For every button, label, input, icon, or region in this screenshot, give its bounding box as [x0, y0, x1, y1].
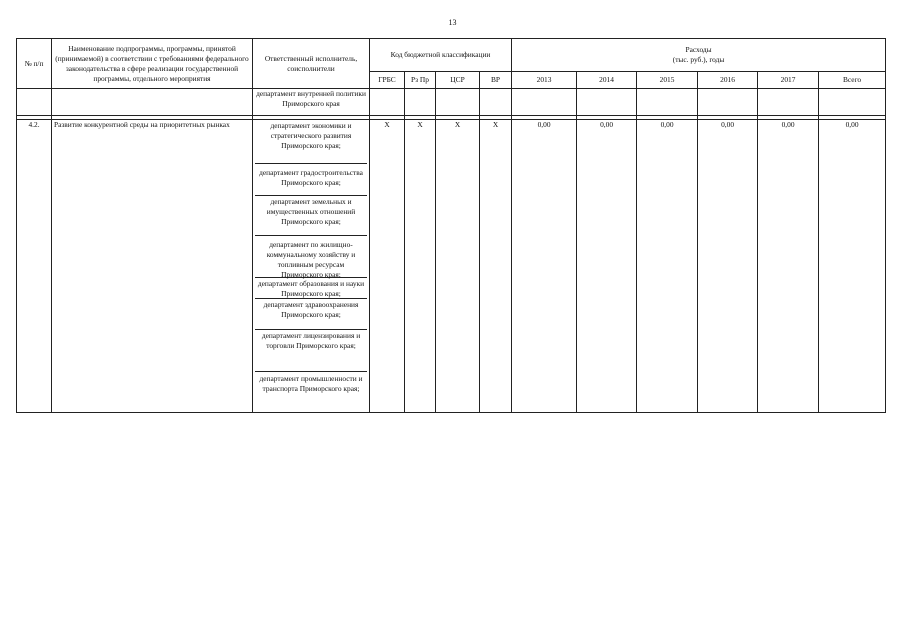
row-executors [253, 120, 370, 413]
header-expenses: Расходы (тыс. руб.), годы [512, 39, 886, 72]
code-rzpr: Х [405, 120, 436, 413]
header-year-2013: 2013 [512, 72, 577, 89]
header-year-2015: 2015 [637, 72, 698, 89]
executor-item: департамент градостроительства Приморского края; [255, 164, 367, 196]
header-executor: Ответственный исполнитель, соисполнители [253, 39, 370, 89]
header-code-csr: ЦСР [436, 72, 480, 89]
header-year-2016: 2016 [698, 72, 758, 89]
continuation-executor: департамент внутренней политики Приморского края [253, 89, 370, 116]
row-name: Развитие конкурентной среды на приоритетных рынках [52, 120, 253, 413]
value-2016: 0,00 [698, 120, 758, 413]
executor-item: департамент экономики и стратегического развития Приморского края; [255, 120, 367, 164]
code-vr: Х [480, 120, 512, 413]
value-total: 0,00 [819, 120, 886, 413]
executor-item: департамент по жилищно-коммунальному хозяйству и топливным ресурсам Приморского края; [255, 236, 367, 278]
row-number: 4.2. [17, 120, 52, 413]
header-total: Всего [819, 72, 886, 89]
executor-item: департамент промышленности и транспорта Приморского края; [259, 374, 363, 393]
executor-item: департамент здравоохранения Приморского края; [255, 299, 367, 330]
value-2014: 0,00 [577, 120, 637, 413]
code-csr: Х [436, 120, 480, 413]
header-row-1 [17, 39, 886, 72]
header-budget-code: Код бюджетной классификации [370, 39, 512, 72]
executor-item: департамент образования и науки Приморского края; [255, 278, 367, 299]
table-row-4-2 [17, 120, 886, 413]
page-number: 13 [448, 18, 457, 27]
table-row-continuation [17, 89, 886, 116]
value-2015: 0,00 [637, 120, 698, 413]
executor-item: департамент лицензирования и торговли Приморского края; [255, 330, 367, 372]
header-num: № п/п [17, 39, 52, 89]
header-year-2014: 2014 [577, 72, 637, 89]
header-name: Наименование подпрограммы, программы, принятой (принимаемой) в соответствии с требованиями федерального законодательства в сфере реализации государственной программы, отдельного мероприятия [52, 39, 253, 89]
header-code-vr: ВР [480, 72, 512, 89]
executor-item: департамент земельных и имущественных отношений Приморского края; [255, 196, 367, 236]
program-table [16, 38, 886, 413]
value-2013: 0,00 [512, 120, 577, 413]
header-code-grbs: ГРБС [370, 72, 405, 89]
header-year-2017: 2017 [758, 72, 819, 89]
header-code-rzpr: Рз Пр [405, 72, 436, 89]
code-grbs: Х [370, 120, 405, 413]
value-2017: 0,00 [758, 120, 819, 413]
